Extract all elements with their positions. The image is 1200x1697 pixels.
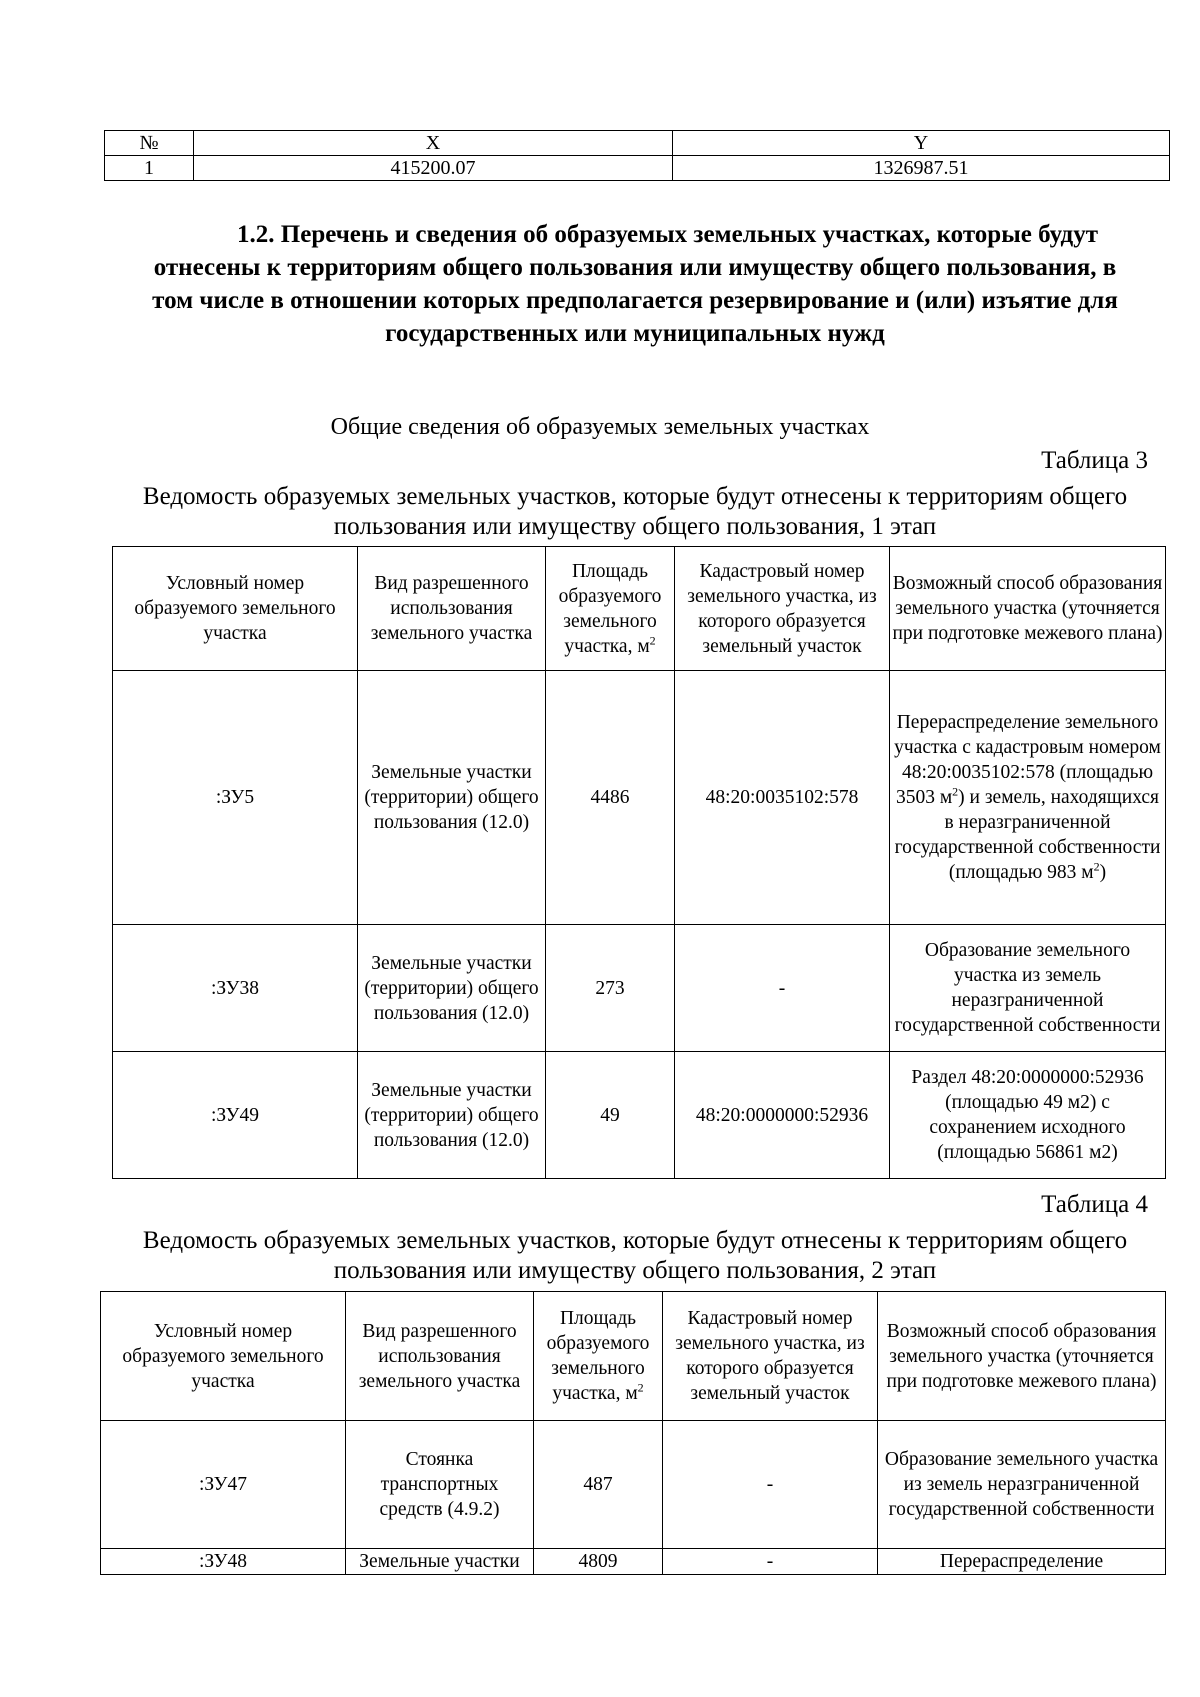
coordinate-table (104, 130, 1170, 181)
header-area (546, 547, 675, 671)
cell-method: Образование земельного участка из земель неразграниченной государственной собственности (890, 925, 1166, 1052)
header-permitted-use: Вид разрешенного использования земельного участка (358, 547, 546, 671)
cell-method-sup-a: 2 (952, 784, 959, 799)
cell-area: 49 (546, 1052, 675, 1179)
table3-number: Таблица 3 (1041, 447, 1148, 474)
cell-area: 4809 (534, 1549, 663, 1575)
header-cadastral: Кадастровый номер земельного участка, из которого образуется земельный участок (675, 547, 890, 671)
cell-plot-id: :ЗУ47 (101, 1421, 346, 1549)
table-row (113, 1052, 1166, 1179)
cell-permitted-use: Стоянка транспортных средств (4.9.2) (346, 1421, 534, 1549)
cell-method-part-c: ) (1099, 862, 1107, 883)
cell-number: 1 (105, 156, 194, 181)
cell-cadastral: 48:20:0000000:52936 (675, 1052, 890, 1179)
header-method: Возможный способ образования земельного участка (уточняется при подготовке межевого плана) (878, 1292, 1166, 1421)
table-header-row (105, 131, 1170, 156)
cell-cadastral: - (675, 925, 890, 1052)
table3-title: Ведомость образуемых земельных участков, которые будут отнесены к территориям общего пользования или имуществу общего пользования, 1 этап (142, 483, 1128, 540)
header-area-text: Площадь образуемого земельного участка, м (546, 1308, 650, 1404)
cell-method: Раздел 48:20:0000000:52936 (площадью 49 м2) с сохранением исходного (площадью 56861 м2) (890, 1052, 1166, 1179)
section-heading (140, 218, 1130, 350)
section-subheading: Общие сведения об образуемых земельных участках (330, 414, 870, 440)
table-row (113, 671, 1166, 925)
table-row (101, 1549, 1166, 1575)
table-row (113, 925, 1166, 1052)
cell-plot-id: :ЗУ38 (113, 925, 358, 1052)
cell-area: 273 (546, 925, 675, 1052)
header-plot-id: Условный номер образуемого земельного участка (113, 547, 358, 671)
header-area-text: Площадь образуемого земельного участка, м (558, 560, 662, 657)
cell-cadastral: - (663, 1421, 878, 1549)
header-x: X (194, 131, 673, 156)
table-row (105, 156, 1170, 181)
cell-plot-id: :ЗУ49 (113, 1052, 358, 1179)
table4-number: Таблица 4 (1041, 1191, 1148, 1218)
cell-method: Образование земельного участка из земель неразграниченной государственной собственности (878, 1421, 1166, 1549)
cell-method-part-a: Перераспределение земельного участка с кадастровым номером 48:20:0035102:578 (площадью 3503 м (894, 712, 1161, 808)
table-header-row (101, 1292, 1166, 1421)
table-header-row (113, 547, 1166, 671)
header-area-sup: 2 (649, 633, 656, 647)
cell-y: 1326987.51 (673, 156, 1170, 181)
section-heading-text: 1.2. Перечень и сведения об образуемых земельных участках, которые будут отнесены к территориям общего пользования или имуществу общего пользования, в том числе в отношении которых предполагается резервирование и (или) изъятие для государственных или муниципальных нужд (152, 221, 1118, 347)
cell-method (890, 671, 1166, 925)
header-area-sup: 2 (637, 1380, 644, 1395)
header-cadastral: Кадастровый номер земельного участка, из которого образуется земельный участок (663, 1292, 878, 1421)
cell-area: 487 (534, 1421, 663, 1549)
table-row (101, 1421, 1166, 1549)
land-plots-table-stage-1 (112, 546, 1166, 1179)
cell-permitted-use: Земельные участки (территории) общего пользования (12.0) (358, 925, 546, 1052)
header-area (534, 1292, 663, 1421)
header-plot-id: Условный номер образуемого земельного участка (101, 1292, 346, 1421)
cell-plot-id: :ЗУ5 (113, 671, 358, 925)
table4-title: Ведомость образуемых земельных участков, которые будут отнесены к территориям общего пользования или имуществу общего пользования, 2 этап (142, 1227, 1128, 1284)
cell-permitted-use: Земельные участки (территории) общего пользования (12.0) (358, 1052, 546, 1179)
header-permitted-use: Вид разрешенного использования земельного участка (346, 1292, 534, 1421)
cell-area: 4486 (546, 671, 675, 925)
land-plots-table-stage-2 (100, 1291, 1166, 1575)
header-y: Y (673, 131, 1170, 156)
cell-cadastral: 48:20:0035102:578 (675, 671, 890, 925)
cell-plot-id: :ЗУ48 (101, 1549, 346, 1575)
cell-cadastral: - (663, 1549, 878, 1575)
header-number: № (105, 131, 194, 156)
cell-permitted-use: Земельные участки (346, 1549, 534, 1575)
header-method: Возможный способ образования земельного участка (уточняется при подготовке межевого плана) (890, 547, 1166, 671)
cell-method: Перераспределение (878, 1549, 1166, 1575)
cell-permitted-use: Земельные участки (территории) общего пользования (12.0) (358, 671, 546, 925)
cell-method-sup-b: 2 (1093, 859, 1100, 874)
cell-method-part-b: ) и земель, находящихся в неразграниченной государственной собственности (площадью 983 м (894, 787, 1161, 883)
cell-x: 415200.07 (194, 156, 673, 181)
